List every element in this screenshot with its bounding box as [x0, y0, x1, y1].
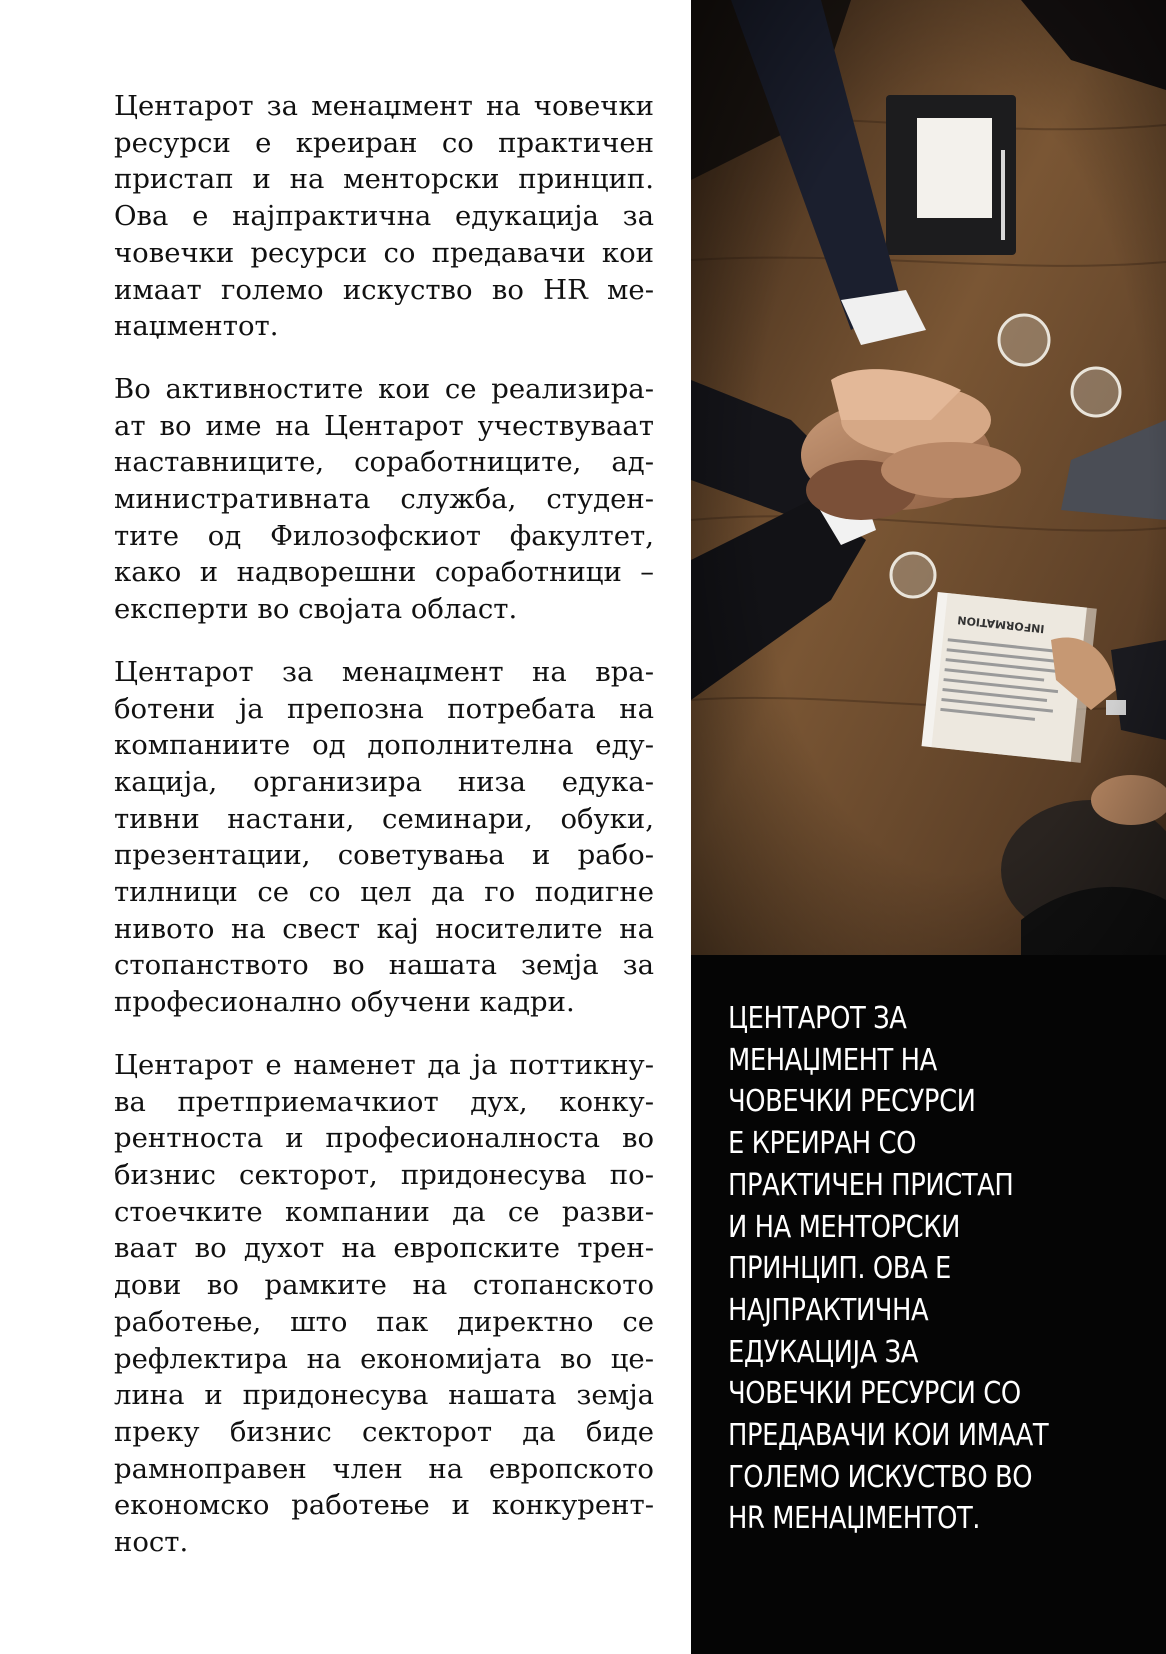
quote-line: ПРИНЦИП. ОВА Е: [728, 1251, 951, 1287]
right-panel: [691, 0, 1166, 1654]
quote-line: ЧОВЕЧКИ РЕСУРСИ СО: [728, 1376, 1021, 1412]
quote-line: ГОЛЕМО ИСКУСТВО ВО: [728, 1459, 1033, 1495]
pull-quote: [728, 998, 1149, 1540]
quote-line: ПРЕДАВАЧИ КОИ ИМААТ: [728, 1418, 1049, 1454]
quote-line: НАЈПРАКТИЧНА: [728, 1292, 929, 1328]
paragraph-intro: Центарот за менаџмент на човечки ресурси е креиран со практичен пристап и на менторски принцип. Ова е најпрактична едукација за човечки ресурси со предавачи кои имаат големо искуство во HR ме-наџментот.: [114, 90, 654, 343]
quote-line: МЕНАЏМЕНТ НА: [728, 1042, 937, 1078]
paragraph-purpose: Центарот е наменет да ја поттикну-ва претприемачкиот дух, конку-рентноста и професионалноста во бизнис секторот, придонесува по-стоечките компании да се разви-ваат во духот на европските трен-дови во рамките на стопанското работење, што пак директно се рефлектира на економијата во це-лина и придонесува нашата земја преку бизнис секторот да биде рамноправен член на европското економско работење и конкурент-ност.: [114, 1048, 654, 1559]
quote-line: HR МЕНАЏМЕНТОТ.: [728, 1501, 981, 1537]
quote-line: Е КРЕИРАН СО: [728, 1126, 916, 1162]
teamwork-hands-photo: [691, 0, 1166, 955]
quote-line: ПРАКТИЧЕН ПРИСТАП: [728, 1167, 1014, 1203]
quote-line: ЦЕНТАРОТ ЗА: [728, 1001, 907, 1036]
paragraph-needs: Центарот за менаџмент на вра-ботени ја препозна потребата на компаниите од дополнителна еду-кација, организира низа едука-тивни настани, семинари, обуки, презентации, советувања и рабо-тилници се со цел да го подигне нивото на свест кај носителите на стопанството во нашата земја за професионално обучени кадри.: [114, 655, 654, 1019]
paragraph-activities: Во активностите кои се реализира-ат во име на Центарот учествуваат наставниците, соработниците, ад-министративната служба, студен-тите од Филозофскиот факултет, како и надворешни соработници – експерти во својата област.: [114, 372, 654, 626]
body-text-column: [114, 88, 654, 1587]
quote-line: ЧОВЕЧКИ РЕСУРСИ: [728, 1084, 976, 1120]
quote-line: ЕДУКАЦИЈА ЗА: [728, 1334, 918, 1370]
quote-line: И НА МЕНТОРСКИ: [728, 1209, 960, 1245]
